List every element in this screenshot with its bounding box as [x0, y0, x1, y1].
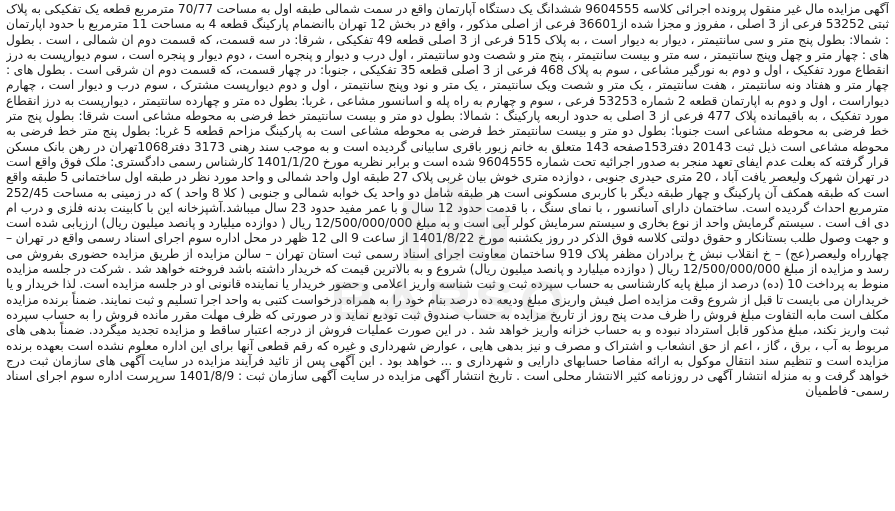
notice-page: [6, 2, 889, 509]
auction-notice-text: آگهی مزایده مال غیر منقول پرونده اجرائی کلاسه 9604555 ششدانگ یک دستگاه آپارتمان واقع در سمت شمالی طبقه اول به مساحت 70/77 مترمربع قطعه یک تفکیکی به پلاک ثبتی 53252 فرعی از 3 اصلی ، مفروز و مجزا شده از36601 فرعی از اصلی مذکور ، واقع در بخش 12 تهران باانضمام پارکینگ قطعه 4 به مساحت 11 مترمربع با حدود اپارتمان : شمالا: بطول پنج متر و سی سانتیمتر ، دیوار به دیوار است ، به پلاک 515 فرعی از 3 اصلی قطعه 49 تفکیکی ، شرقا: در سه قسمت، که قسمت دوم ان شمالی ، است . بطول های : چهار متر و چهل وپنج سانتیمتر ، سه متر و بیست سانتیمتر ، پنج متر و شصت ودو سانتیمتر ، اول درب و دیوار و پنجره است ، دوم دیوار و پنجره است ، سوم دیوارپست به درز انقطاع مورد تفکیک ، اول و دوم به نورگیر مشاعی ، سوم به پلاک 468 فرعی از 3 اصلی قطعه 35 تفکیکی ، جنوبا: در چهار قسمت، که قسمت دوم ان شرقی است . بطول های : چهار متر و هفتاد ونه سانتیمتر ، هفت سانتیمتر ، یک متر و شصت ویک سانتیمتر ، یک متر و نود وپنج سانتیمتر ، اول و دوم دیوارپست مشترک ، سوم درب و دیوار است ، چهارم دیواراست ، اول و دوم به اپارتمان قطعه 2 شماره 53253 فرعی ، سوم و چهارم به راه پله و اسانسور مشاعی ، غربا: بطول ده متر و چهارده سانتیمتر ، دیوارپست به درز انقطاع مورد تفکیک ، به باقیمانده پلاک 477 فرعی از 3 اصلی به حدود اربعه پارکینگ : شمالا: بطول دو متر و بیست سانتیمتر خط فرضی به محوطه مشاعی است شرقا: بطول پنج متر خط فرضی به محوطه مشاعی است جنوبا: بطول دو متر و بیست سانتیمتر خط فرضی به محوطه مشاعی است به پارکینگ مزاحم قطعه 5 غربا: بطول پنج متر خط فرضی به محوطه مشاعی است ذیل ثبت 20143 دفتر153صفحه 143 متعلق به خانم زیور باقری سابیانی گردیده است و به موجب سند رهنی 3173 دفتر1068تهران در رهن بانک مسکن قرار گرفته که بعلت عدم ایفای تعهد منجر به صدور اجرائیه تحت شماره 9604555 شده است و برابر نظریه مورخ 1401/1/20 کارشناس رسمی دادگستری: ملک فوق واقع است در تهران شهرک ولیعصر یافت آباد ، 20 متری حیدری جنوبی ، دوازده متری خوش بیان غربی پلاک 27 طبقه اول واحد شمالی و واحد مورد نظر در طبقه اول ساختمانی 5 طبقه واقع است که طبقه همکف آن پارکینگ و چهار طبقه دیگر با کاربری مسکونی است هر طبقه شامل دو واحد یک خوابه شمالی و جنوبی ( کلا 8 واحد ) که در زمینی به مساحت 252/45 مترمربع احداث گردیده است. ساختمان دارای آسانسور ، با نمای سنگ ، با قدمت حدود 12 سال و با عمر مفید حدود 23 سال میباشد.آشپزخانه این با کابینت بدنه فلزی و درب ام دی اف است . سیستم گرمایش واحد از نوع بخاری و سیستم سرمایش کولر آبی است و به مبلغ 12/500/000/000 ریال ( دوازده میلیارد و پانصد میلیون ریال) ارزیابی شده است و جهت وصول طلب بستانکار و حقوق دولتی کلاسه فوق الذکر در روز یکشنبه مورخ 1401/8/22 از ساعت 9 الی 12 ظهر در محل اداره سوم اجرای اسناد رسمی واقع در تهران – چهارراه ولیعصر(عج) – خ انقلاب نبش خ برادران مظفر پلاک 919 ساختمان معاونت اجرای اسناد رسمی ثبت استان تهران – سالن مزایده از طریق مزایده حضوری بفروش می رسد و مزایده از مبلغ 12/500/000/000 ریال ( دوازده میلیارد و پانصد میلیون ریال) شروع و به بالاترین قیمت که خریدار داشته باشد فروخته خواهد شد . شرکت در جلسه مزایده منوط به پرداخت 10 (ده) درصد از مبلغ پایه کارشناسی به حساب سپرده ثبت و ثبت شناسه واریز اعلامی و حضور خریدار یا نماینده قانونی او در جلسه مزایده است. لذا خریدار و یا خریداران می بایست تا قبل از شروع وقت مزایده اصل فیش واریزی مبلغ ودیعه ده درصد بنام خود را به همراه درخواست کتبی به واحد اجرا تسلیم و ثبت نمایند. ضمناً برنده مزایده مکلف است مابه التفاوت مبلغ فروش را ظرف مدت پنج روز از تاریخ مزایده به حساب صندوق ثبت تودیع نماید و در صورتی که ظرف مهلت مقرر مانده فروش را به حساب سپرده ثبت واریز نکند، مبلغ مذکور قابل استرداد نبوده و به حساب خزانه واریز خواهد شد . در این صورت عملیات فروش از درجه اعتبار ساقط و مزایده تجدید میگردد. ضمناً بدهی های مربوط به آب ، برق ، گاز ، اعم از حق انشعاب و اشتراک و مصرف و نیز بدهی هایی ، عوارض شهرداری و غیره که رقم قطعی آنها برای این اداره معلوم نشده است بعهده برنده مزایده است و تنظیم سند انتقال موکول به ارائه مفاصا حسابهای دارایی و شهرداری و ... خواهد بود . این آگهی پس از تائید فرآیند مزایده در سایت آگهی های سازمان ثبت درج خواهد گرفت و به منزله انتشار آگهی در روزنامه کثیر الانتشار محلی است . تاریخ انتشار آگهی مزایده در سایت آگهی سازمان ثبت : 1401/8/9 سرپرست اداره سوم اجرای اسناد رسمی- فاطمیان: [6, 2, 889, 399]
